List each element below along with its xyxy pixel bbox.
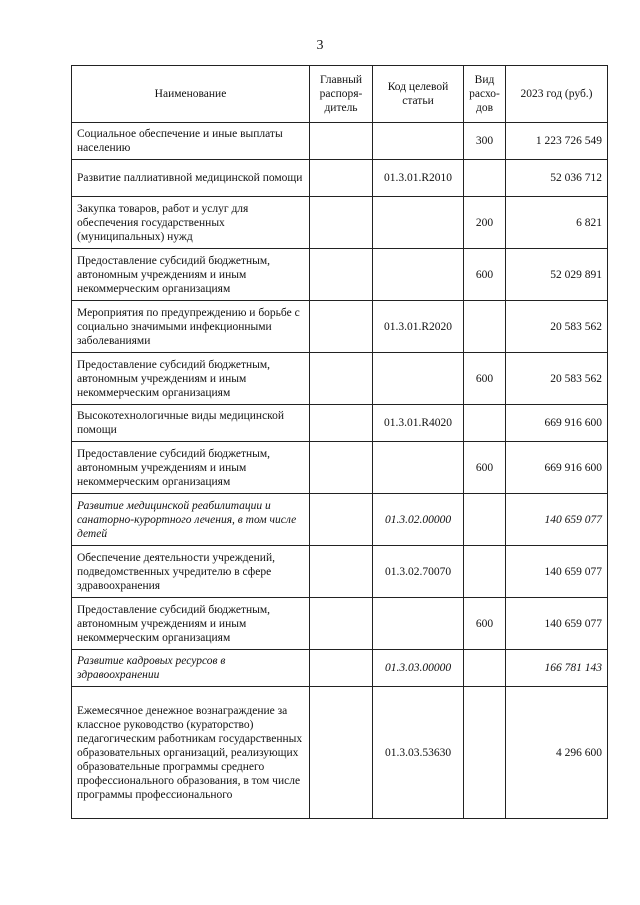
row-amount: 20 583 562: [506, 353, 608, 405]
table-row: [72, 650, 608, 687]
row-expense-type: [464, 650, 506, 687]
table-row: [72, 123, 608, 160]
row-amount: 52 029 891: [506, 249, 608, 301]
row-manager: [310, 494, 373, 546]
row-amount: 4 296 600: [506, 687, 608, 819]
table-row: [72, 494, 608, 546]
row-expense-type: 600: [464, 353, 506, 405]
row-manager: [310, 353, 373, 405]
row-name: Развитие кадровых ресурсов в здравоохранении: [72, 650, 310, 687]
row-target-code: [373, 442, 464, 494]
row-expense-type: [464, 301, 506, 353]
row-expense-type: 600: [464, 442, 506, 494]
header-expense-type: Вид расхо-дов: [464, 66, 506, 123]
row-target-code: [373, 353, 464, 405]
row-manager: [310, 442, 373, 494]
table-row: [72, 687, 608, 819]
row-expense-type: 600: [464, 249, 506, 301]
row-target-code: 01.3.01.R4020: [373, 405, 464, 442]
row-target-code: 01.3.02.70070: [373, 546, 464, 598]
row-name: Мероприятия по предупреждению и борьбе с социально значимыми инфекционными заболеваниями: [72, 301, 310, 353]
row-target-code: [373, 598, 464, 650]
row-expense-type: [464, 405, 506, 442]
row-name: Предоставление субсидий бюджетным, автономным учреждениям и иным некоммерческим организациям: [72, 249, 310, 301]
row-amount: 1 223 726 549: [506, 123, 608, 160]
row-name: Развитие медицинской реабилитации и санаторно-курортного лечения, в том числе детей: [72, 494, 310, 546]
row-manager: [310, 301, 373, 353]
table-row: [72, 442, 608, 494]
header-year: 2023 год (руб.): [506, 66, 608, 123]
row-target-code: 01.3.02.00000: [373, 494, 464, 546]
row-manager: [310, 197, 373, 249]
row-name: Ежемесячное денежное вознаграждение за классное руководство (кураторство) педагогическим работникам государственных образовательных организаций, реализующих образовательные программы среднего профессионального образования, в том числе программы профессионального: [72, 687, 310, 819]
header-name: Наименование: [72, 66, 310, 123]
row-expense-type: [464, 494, 506, 546]
row-manager: [310, 598, 373, 650]
table-row: [72, 546, 608, 598]
row-amount: 140 659 077: [506, 546, 608, 598]
page-number: 3: [316, 38, 324, 53]
row-expense-type: [464, 687, 506, 819]
row-manager: [310, 687, 373, 819]
row-target-code: 01.3.03.00000: [373, 650, 464, 687]
table-header-row: [72, 66, 608, 123]
row-manager: [310, 405, 373, 442]
row-amount: 20 583 562: [506, 301, 608, 353]
row-expense-type: 200: [464, 197, 506, 249]
row-name: Предоставление субсидий бюджетным, автономным учреждениям и иным некоммерческим организациям: [72, 353, 310, 405]
row-amount: 669 916 600: [506, 442, 608, 494]
table-row: [72, 249, 608, 301]
row-manager: [310, 123, 373, 160]
row-target-code: [373, 123, 464, 160]
row-amount: 140 659 077: [506, 598, 608, 650]
row-name: Предоставление субсидий бюджетным, автономным учреждениям и иным некоммерческим организациям: [72, 442, 310, 494]
row-target-code: [373, 249, 464, 301]
row-target-code: 01.3.01.R2010: [373, 160, 464, 197]
table-row: [72, 353, 608, 405]
row-expense-type: 600: [464, 598, 506, 650]
row-target-code: [373, 197, 464, 249]
row-name: Предоставление субсидий бюджетным, автономным учреждениям и иным некоммерческим организациям: [72, 598, 310, 650]
budget-table: [71, 65, 608, 819]
row-expense-type: [464, 546, 506, 598]
row-amount: 669 916 600: [506, 405, 608, 442]
table-row: [72, 405, 608, 442]
row-manager: [310, 546, 373, 598]
row-name: Высокотехнологичные виды медицинской помощи: [72, 405, 310, 442]
row-name: Обеспечение деятельности учреждений, подведомственных учредителю в сфере здравоохранения: [72, 546, 310, 598]
table-row: [72, 197, 608, 249]
table-row: [72, 598, 608, 650]
row-target-code: 01.3.03.53630: [373, 687, 464, 819]
row-target-code: 01.3.01.R2020: [373, 301, 464, 353]
header-target-code: Код целевой статьи: [373, 66, 464, 123]
row-manager: [310, 249, 373, 301]
row-amount: 140 659 077: [506, 494, 608, 546]
row-amount: 52 036 712: [506, 160, 608, 197]
row-manager: [310, 650, 373, 687]
row-manager: [310, 160, 373, 197]
row-amount: 166 781 143: [506, 650, 608, 687]
header-manager: Главный распоря-дитель: [310, 66, 373, 123]
row-name: Закупка товаров, работ и услуг для обеспечения государственных (муниципальных) нужд: [72, 197, 310, 249]
row-expense-type: 300: [464, 123, 506, 160]
row-name: Развитие паллиативной медицинской помощи: [72, 160, 310, 197]
table-body: [72, 123, 608, 819]
table-row: [72, 301, 608, 353]
row-expense-type: [464, 160, 506, 197]
row-name: Социальное обеспечение и иные выплаты населению: [72, 123, 310, 160]
table-row: [72, 160, 608, 197]
row-amount: 6 821: [506, 197, 608, 249]
